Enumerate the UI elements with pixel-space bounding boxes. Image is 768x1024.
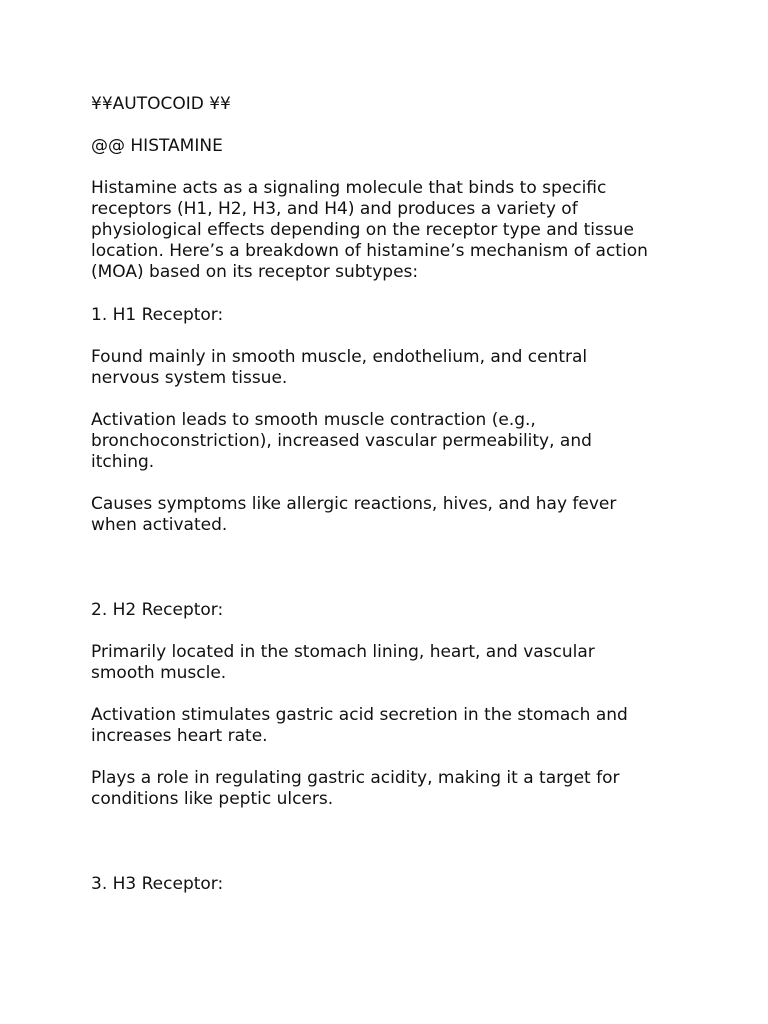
paragraph-line: smooth muscle. xyxy=(91,663,227,683)
section-heading-h2: 2. H2 Receptor: xyxy=(91,600,224,620)
document-subtitle: @@ HISTAMINE xyxy=(91,136,223,156)
intro-line: (MOA) based on its receptor subtypes: xyxy=(91,262,419,282)
section-heading-h1: 1. H1 Receptor: xyxy=(91,305,224,325)
paragraph-line: Activation leads to smooth muscle contraction (e.g., xyxy=(91,410,536,430)
paragraph-line: Causes symptoms like allergic reactions, hives, and hay fever xyxy=(91,494,617,514)
paragraph-line: nervous system tissue. xyxy=(91,368,288,388)
intro-line: Histamine acts as a signaling molecule that binds to specific xyxy=(91,178,607,198)
document-title: ¥¥AUTOCOID ¥¥ xyxy=(91,94,231,114)
paragraph-line: Activation stimulates gastric acid secretion in the stomach and xyxy=(91,705,628,725)
paragraph-line: itching. xyxy=(91,452,155,472)
intro-line: physiological effects depending on the receptor type and tissue xyxy=(91,220,634,240)
paragraph-line: when activated. xyxy=(91,515,228,535)
intro-line: receptors (H1, H2, H3, and H4) and produces a variety of xyxy=(91,199,578,219)
paragraph-line: Primarily located in the stomach lining, heart, and vascular xyxy=(91,642,595,662)
paragraph-line: bronchoconstriction), increased vascular permeability, and xyxy=(91,431,592,451)
paragraph-line: conditions like peptic ulcers. xyxy=(91,789,334,809)
paragraph-line: Plays a role in regulating gastric acidity, making it a target for xyxy=(91,768,620,788)
section-heading-h3: 3. H3 Receptor: xyxy=(91,874,224,894)
paragraph-line: increases heart rate. xyxy=(91,726,268,746)
paragraph-line: Found mainly in smooth muscle, endothelium, and central xyxy=(91,347,588,367)
intro-line: location. Here’s a breakdown of histamine’s mechanism of action xyxy=(91,241,648,261)
